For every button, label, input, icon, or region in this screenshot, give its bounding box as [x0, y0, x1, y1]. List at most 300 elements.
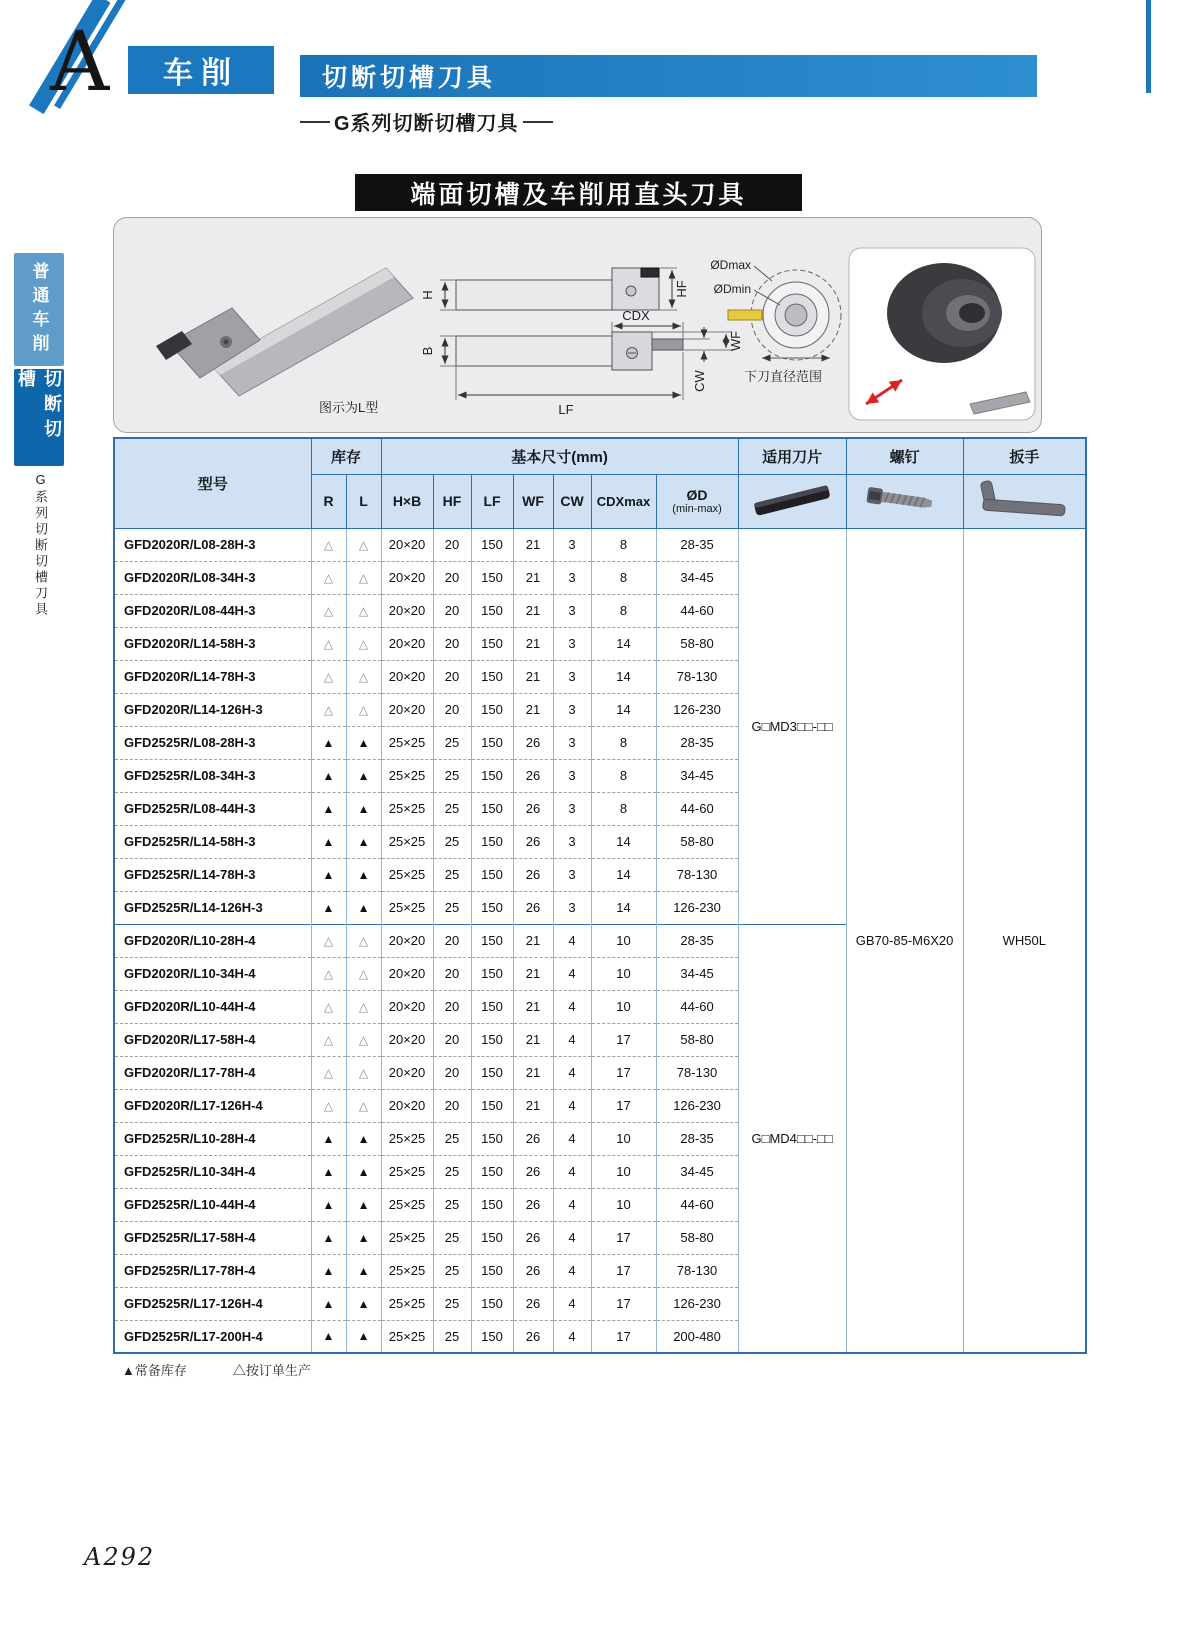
category-tab: 车削: [128, 46, 274, 94]
value-cell: ▲: [311, 1188, 346, 1221]
value-cell: 10: [591, 957, 656, 990]
value-cell: 150: [471, 561, 513, 594]
screw-photo-cell: [846, 474, 963, 528]
section-letter: A: [50, 15, 110, 110]
value-cell: 21: [513, 528, 553, 561]
value-cell: 44-60: [656, 1188, 738, 1221]
series-heading-text: G系列切断切槽刀具: [334, 113, 519, 135]
value-cell: 25: [433, 1122, 471, 1155]
value-cell: △: [346, 990, 381, 1023]
value-cell: 44-60: [656, 792, 738, 825]
value-cell: 17: [591, 1056, 656, 1089]
value-cell: 150: [471, 1155, 513, 1188]
value-cell: 150: [471, 594, 513, 627]
value-cell: 17: [591, 1320, 656, 1353]
value-cell: 25: [433, 759, 471, 792]
model-cell: GFD2525R/L10-44H-4: [114, 1188, 311, 1221]
value-cell: △: [346, 1023, 381, 1056]
dim-cw-label: CW: [692, 370, 707, 392]
value-cell: 25: [433, 858, 471, 891]
value-cell: 20: [433, 924, 471, 957]
value-cell: 3: [553, 627, 591, 660]
value-cell: 17: [591, 1287, 656, 1320]
value-cell: 25×25: [381, 726, 433, 759]
value-cell: 25×25: [381, 1287, 433, 1320]
dim-odmax-label: ØDmax: [710, 258, 751, 272]
value-cell: 17: [591, 1089, 656, 1122]
insert-tip-icon: [728, 310, 762, 320]
value-cell: 150: [471, 1056, 513, 1089]
model-cell: GFD2525R/L14-58H-3: [114, 825, 311, 858]
page-banner-title: 切断切槽刀具: [300, 55, 1037, 97]
value-cell: 150: [471, 924, 513, 957]
value-cell: 26: [513, 1254, 553, 1287]
model-cell: GFD2020R/L08-44H-3: [114, 594, 311, 627]
tool-photo-illustration: [156, 268, 413, 396]
value-cell: ▲: [346, 726, 381, 759]
model-cell: GFD2020R/L08-34H-3: [114, 561, 311, 594]
value-cell: ▲: [346, 1254, 381, 1287]
value-cell: 4: [553, 990, 591, 1023]
value-cell: 3: [553, 759, 591, 792]
value-cell: 4: [553, 1122, 591, 1155]
value-cell: 10: [591, 990, 656, 1023]
value-cell: 25×25: [381, 1122, 433, 1155]
value-cell: ▲: [346, 1221, 381, 1254]
value-cell: 150: [471, 1254, 513, 1287]
insert-photo-icon: [744, 480, 840, 520]
value-cell: 4: [553, 1254, 591, 1287]
series-heading: [300, 107, 553, 136]
dim-b-label: B: [420, 346, 435, 356]
model-cell: GFD2525R/L08-28H-3: [114, 726, 311, 759]
spec-table-section: [113, 437, 1087, 1354]
value-cell: △: [311, 1089, 346, 1122]
value-cell: △: [346, 561, 381, 594]
value-cell: 3: [553, 825, 591, 858]
col-header-dims: 基本尺寸(mm): [381, 438, 738, 474]
model-cell: GFD2020R/L08-28H-3: [114, 528, 311, 561]
value-cell: △: [311, 561, 346, 594]
value-cell: 150: [471, 1221, 513, 1254]
spec-table: [113, 437, 1087, 1354]
value-cell: ▲: [311, 1320, 346, 1353]
col-header-cdxmax: CDXmax: [591, 474, 656, 528]
value-cell: 21: [513, 1089, 553, 1122]
value-cell: ▲: [346, 1155, 381, 1188]
value-cell: 20: [433, 990, 471, 1023]
value-cell: 25×25: [381, 1254, 433, 1287]
model-cell: GFD2525R/L08-44H-3: [114, 792, 311, 825]
value-cell: 26: [513, 792, 553, 825]
value-cell: 28-35: [656, 726, 738, 759]
diameter-range-label: 下刀直径范围: [744, 369, 823, 384]
value-cell: 150: [471, 858, 513, 891]
model-cell: GFD2020R/L14-126H-3: [114, 693, 311, 726]
value-cell: 150: [471, 528, 513, 561]
spec-table-header: [114, 438, 1086, 528]
value-cell: 25: [433, 792, 471, 825]
value-cell: 21: [513, 660, 553, 693]
value-cell: 3: [553, 858, 591, 891]
value-cell: 58-80: [656, 1221, 738, 1254]
col-header-lf: LF: [471, 474, 513, 528]
value-cell: 3: [553, 528, 591, 561]
value-cell: 4: [553, 1287, 591, 1320]
value-cell: 8: [591, 528, 656, 561]
value-cell: 25×25: [381, 792, 433, 825]
value-cell: 21: [513, 957, 553, 990]
value-cell: ▲: [311, 858, 346, 891]
value-cell: 8: [591, 792, 656, 825]
value-cell: 4: [553, 1221, 591, 1254]
col-header-r: R: [311, 474, 346, 528]
value-cell: 3: [553, 660, 591, 693]
value-cell: △: [346, 660, 381, 693]
value-cell: ▲: [311, 759, 346, 792]
value-cell: 25: [433, 825, 471, 858]
value-cell: 25×25: [381, 1221, 433, 1254]
col-header-insert: 适用刀片: [738, 438, 846, 474]
value-cell: 21: [513, 561, 553, 594]
value-cell: 44-60: [656, 990, 738, 1023]
value-cell: 4: [553, 1155, 591, 1188]
value-cell: 20: [433, 561, 471, 594]
dim-lf-label: LF: [558, 402, 574, 417]
value-cell: 150: [471, 825, 513, 858]
col-header-screw: 螺钉: [846, 438, 963, 474]
value-cell: 21: [513, 594, 553, 627]
value-cell: 20×20: [381, 924, 433, 957]
value-cell: 10: [591, 1188, 656, 1221]
value-cell: △: [311, 1023, 346, 1056]
value-cell: 20×20: [381, 561, 433, 594]
value-cell: 28-35: [656, 1122, 738, 1155]
value-cell: △: [311, 990, 346, 1023]
stock-legend: [122, 1360, 311, 1379]
wrench-photo-icon: [969, 477, 1079, 523]
value-cell: ▲: [311, 1221, 346, 1254]
value-cell: 3: [553, 561, 591, 594]
value-cell: 26: [513, 891, 553, 924]
value-cell: 25×25: [381, 759, 433, 792]
value-cell: 4: [553, 1089, 591, 1122]
value-cell: 150: [471, 759, 513, 792]
value-cell: 4: [553, 957, 591, 990]
value-cell: 8: [591, 594, 656, 627]
value-cell: 26: [513, 1221, 553, 1254]
legend-stocked: ▲常备库存: [122, 1363, 187, 1378]
value-cell: 14: [591, 627, 656, 660]
col-header-stock: 库存: [311, 438, 381, 474]
model-cell: GFD2020R/L14-58H-3: [114, 627, 311, 660]
value-cell: ▲: [311, 891, 346, 924]
value-cell: 25: [433, 1155, 471, 1188]
value-cell: 4: [553, 1056, 591, 1089]
value-cell: 150: [471, 891, 513, 924]
value-cell: △: [311, 924, 346, 957]
value-cell: 26: [513, 1155, 553, 1188]
value-cell: 150: [471, 1089, 513, 1122]
value-cell: ▲: [311, 792, 346, 825]
od-line1: ØD: [686, 487, 708, 503]
value-cell: 150: [471, 1188, 513, 1221]
model-cell: GFD2020R/L17-126H-4: [114, 1089, 311, 1122]
value-cell: 20×20: [381, 693, 433, 726]
model-cell: GFD2525R/L17-58H-4: [114, 1221, 311, 1254]
value-cell: △: [346, 693, 381, 726]
value-cell: 25×25: [381, 1188, 433, 1221]
dim-odmin-label: ØDmin: [713, 282, 751, 296]
value-cell: ▲: [346, 858, 381, 891]
value-cell: 25×25: [381, 891, 433, 924]
value-cell: ▲: [346, 759, 381, 792]
model-cell: GFD2525R/L17-126H-4: [114, 1287, 311, 1320]
value-cell: 10: [591, 1122, 656, 1155]
diagram-caption: 图示为L型: [319, 400, 379, 415]
value-cell: ▲: [311, 1254, 346, 1287]
value-cell: 26: [513, 1188, 553, 1221]
value-cell: ▲: [346, 1287, 381, 1320]
wrench-cell: WH50L: [963, 528, 1086, 1353]
value-cell: 20: [433, 1056, 471, 1089]
value-cell: 150: [471, 990, 513, 1023]
value-cell: ▲: [311, 1287, 346, 1320]
value-cell: 58-80: [656, 825, 738, 858]
model-cell: GFD2525R/L17-200H-4: [114, 1320, 311, 1353]
heading-rule-left: [300, 121, 330, 123]
value-cell: 3: [553, 891, 591, 924]
value-cell: 126-230: [656, 1089, 738, 1122]
sidebar-series-label: G系列切断切槽刀具: [33, 472, 48, 618]
value-cell: 8: [591, 726, 656, 759]
value-cell: 3: [553, 594, 591, 627]
value-cell: 150: [471, 957, 513, 990]
value-cell: 4: [553, 1320, 591, 1353]
value-cell: 44-60: [656, 594, 738, 627]
value-cell: 150: [471, 1320, 513, 1353]
value-cell: 126-230: [656, 1287, 738, 1320]
value-cell: 26: [513, 858, 553, 891]
value-cell: ▲: [346, 792, 381, 825]
value-cell: 34-45: [656, 1155, 738, 1188]
value-cell: 126-230: [656, 891, 738, 924]
value-cell: 26: [513, 1320, 553, 1353]
value-cell: 14: [591, 660, 656, 693]
value-cell: 126-230: [656, 693, 738, 726]
col-header-hf: HF: [433, 474, 471, 528]
value-cell: 150: [471, 627, 513, 660]
page-number: A292: [84, 1543, 156, 1571]
value-cell: 21: [513, 990, 553, 1023]
value-cell: 25: [433, 1221, 471, 1254]
insert-photo-cell: [738, 474, 846, 528]
value-cell: 20×20: [381, 594, 433, 627]
value-cell: ▲: [346, 891, 381, 924]
col-header-cw: CW: [553, 474, 591, 528]
value-cell: 28-35: [656, 924, 738, 957]
dim-h-label: H: [420, 290, 435, 300]
col-header-wf: WF: [513, 474, 553, 528]
spec-table-body: [114, 528, 1086, 1353]
value-cell: 25: [433, 891, 471, 924]
model-cell: GFD2020R/L17-58H-4: [114, 1023, 311, 1056]
value-cell: 150: [471, 792, 513, 825]
col-header-od: [656, 474, 738, 528]
value-cell: 20: [433, 594, 471, 627]
value-cell: 3: [553, 726, 591, 759]
model-cell: GFD2020R/L10-44H-4: [114, 990, 311, 1023]
value-cell: 25: [433, 1254, 471, 1287]
col-header-model: 型号: [114, 438, 311, 528]
value-cell: △: [346, 528, 381, 561]
model-cell: GFD2020R/L10-28H-4: [114, 924, 311, 957]
value-cell: 10: [591, 924, 656, 957]
value-cell: 25×25: [381, 858, 433, 891]
value-cell: 8: [591, 561, 656, 594]
value-cell: 3: [553, 792, 591, 825]
value-cell: 14: [591, 858, 656, 891]
diagram: [114, 218, 1042, 433]
value-cell: 20: [433, 660, 471, 693]
value-cell: 4: [553, 1188, 591, 1221]
value-cell: △: [311, 660, 346, 693]
value-cell: 17: [591, 1221, 656, 1254]
value-cell: 78-130: [656, 660, 738, 693]
value-cell: 150: [471, 726, 513, 759]
value-cell: 26: [513, 1287, 553, 1320]
model-cell: GFD2020R/L17-78H-4: [114, 1056, 311, 1089]
model-cell: GFD2020R/L10-34H-4: [114, 957, 311, 990]
value-cell: △: [346, 1056, 381, 1089]
value-cell: 10: [591, 1155, 656, 1188]
value-cell: 17: [591, 1254, 656, 1287]
value-cell: △: [311, 594, 346, 627]
value-cell: 25: [433, 1320, 471, 1353]
screw-photo-icon: [857, 483, 953, 517]
value-cell: 21: [513, 924, 553, 957]
value-cell: 20×20: [381, 1023, 433, 1056]
value-cell: 8: [591, 759, 656, 792]
value-cell: △: [346, 957, 381, 990]
value-cell: 14: [591, 891, 656, 924]
value-cell: 14: [591, 825, 656, 858]
model-cell: GFD2020R/L14-78H-3: [114, 660, 311, 693]
value-cell: △: [311, 1056, 346, 1089]
value-cell: ▲: [346, 1320, 381, 1353]
value-cell: ▲: [311, 1122, 346, 1155]
model-cell: GFD2525R/L10-28H-4: [114, 1122, 311, 1155]
value-cell: 17: [591, 1023, 656, 1056]
value-cell: ▲: [346, 825, 381, 858]
value-cell: 25: [433, 726, 471, 759]
sidebar-tab-general-turning: 普通车削: [14, 253, 64, 366]
value-cell: 150: [471, 693, 513, 726]
insert-cell: G□MD3□□-□□: [738, 528, 846, 924]
value-cell: 20×20: [381, 1089, 433, 1122]
value-cell: △: [311, 957, 346, 990]
side-view-drawing: [420, 268, 689, 310]
value-cell: 20×20: [381, 990, 433, 1023]
model-cell: GFD2525R/L10-34H-4: [114, 1155, 311, 1188]
value-cell: 78-130: [656, 1254, 738, 1287]
value-cell: 34-45: [656, 561, 738, 594]
value-cell: 25×25: [381, 1155, 433, 1188]
value-cell: 14: [591, 693, 656, 726]
value-cell: 150: [471, 1287, 513, 1320]
dim-hf-label: HF: [674, 280, 689, 298]
value-cell: 78-130: [656, 858, 738, 891]
value-cell: 34-45: [656, 957, 738, 990]
diameter-range-diagram: [710, 258, 841, 384]
insert-cell: G□MD4□□-□□: [738, 924, 846, 1353]
value-cell: 34-45: [656, 759, 738, 792]
value-cell: ▲: [311, 726, 346, 759]
value-cell: 21: [513, 1056, 553, 1089]
col-header-l: L: [346, 474, 381, 528]
value-cell: 20×20: [381, 528, 433, 561]
dim-wf-label: WF: [728, 330, 743, 352]
value-cell: 3: [553, 693, 591, 726]
value-cell: 4: [553, 1023, 591, 1056]
value-cell: △: [311, 693, 346, 726]
value-cell: 28-35: [656, 528, 738, 561]
value-cell: 20: [433, 693, 471, 726]
value-cell: △: [346, 594, 381, 627]
value-cell: 20×20: [381, 660, 433, 693]
dim-cdx-label: CDX: [622, 308, 650, 323]
top-view-drawing: [420, 308, 743, 417]
value-cell: 150: [471, 1023, 513, 1056]
value-cell: 25×25: [381, 1320, 433, 1353]
value-cell: △: [311, 627, 346, 660]
diagram-panel: [113, 217, 1042, 433]
value-cell: 58-80: [656, 1023, 738, 1056]
value-cell: 150: [471, 1122, 513, 1155]
value-cell: 25: [433, 1287, 471, 1320]
value-cell: 20: [433, 1089, 471, 1122]
value-cell: 78-130: [656, 1056, 738, 1089]
value-cell: △: [311, 528, 346, 561]
model-cell: GFD2525R/L14-126H-3: [114, 891, 311, 924]
value-cell: △: [346, 1089, 381, 1122]
value-cell: 20×20: [381, 1056, 433, 1089]
value-cell: 20: [433, 1023, 471, 1056]
value-cell: ▲: [346, 1188, 381, 1221]
model-cell: GFD2525R/L08-34H-3: [114, 759, 311, 792]
value-cell: 4: [553, 924, 591, 957]
value-cell: 20: [433, 627, 471, 660]
col-header-hxb: H×B: [381, 474, 433, 528]
value-cell: 20×20: [381, 957, 433, 990]
od-line2: (min-max): [672, 503, 722, 515]
value-cell: 58-80: [656, 627, 738, 660]
right-edge-accent: [1146, 0, 1151, 93]
table-row: [114, 528, 1086, 561]
value-cell: 25: [433, 1188, 471, 1221]
screw-cell: GB70-85-M6X20: [846, 528, 963, 1353]
value-cell: 26: [513, 726, 553, 759]
legend-made-to-order: △按订单生产: [232, 1363, 311, 1378]
value-cell: 21: [513, 693, 553, 726]
value-cell: △: [346, 627, 381, 660]
section-title: 端面切槽及车削用直头刀具: [355, 174, 802, 211]
model-cell: GFD2525R/L17-78H-4: [114, 1254, 311, 1287]
value-cell: 25×25: [381, 825, 433, 858]
value-cell: 20: [433, 528, 471, 561]
value-cell: 150: [471, 660, 513, 693]
value-cell: 20×20: [381, 627, 433, 660]
